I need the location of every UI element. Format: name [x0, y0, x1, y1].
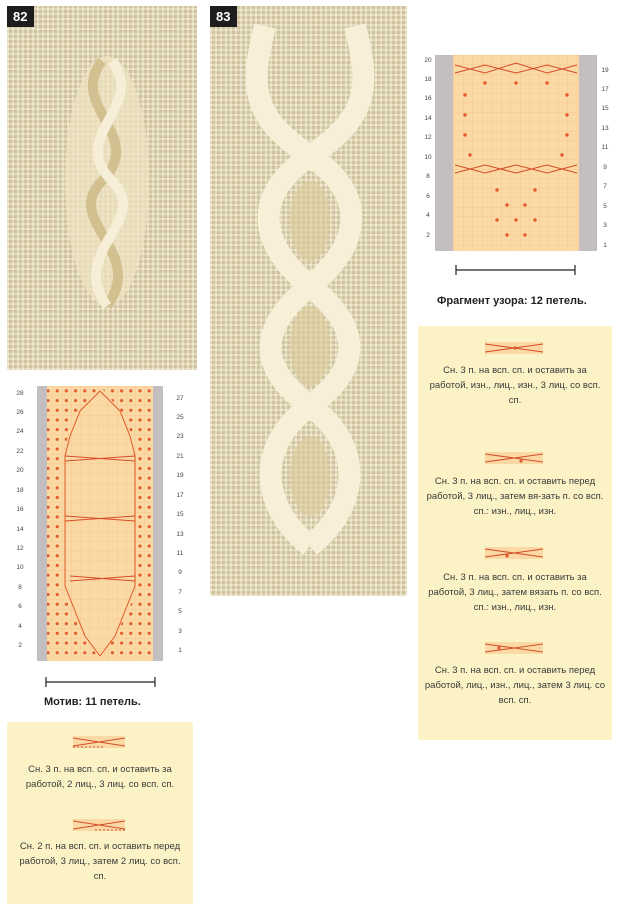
cable-symbol-icon: [73, 736, 125, 748]
row-number: 1: [178, 647, 182, 654]
photo-pattern-82: [7, 6, 197, 370]
row-number: 4: [18, 623, 22, 630]
cable-motif-83: [210, 6, 407, 596]
row-number: 8: [18, 584, 22, 591]
row-number: 15: [601, 105, 609, 112]
row-number: 11: [176, 550, 184, 557]
row-number: 12: [424, 134, 432, 141]
row-number: 14: [424, 115, 432, 122]
row-number: 2: [18, 642, 22, 649]
row-number: 5: [178, 608, 182, 615]
row-number: 26: [16, 409, 24, 416]
caption-83: Фрагмент узора: 12 петель.: [437, 295, 587, 307]
row-number: 10: [16, 564, 24, 571]
row-number: 14: [16, 526, 24, 533]
caption-82: Мотив: 11 петель.: [44, 696, 141, 708]
row-number: 6: [426, 193, 430, 200]
legend-83-item-2: Сн. 3 п. на всп. сп. и оставить перед работой, 3 лиц., затем вя-зать п. со всп. сп.: изн., лиц., изн.: [426, 476, 604, 517]
row-number: 23: [176, 433, 184, 440]
row-number: 20: [424, 57, 432, 64]
row-number: 13: [601, 125, 609, 132]
legend-82-item-1: Сн. 3 п. на всп. сп. и оставить за работой, 2 лиц., 3 лиц. со всп. сп.: [25, 764, 175, 790]
row-number: 12: [16, 545, 24, 552]
row-number: 2: [426, 232, 430, 239]
row-number: 7: [603, 183, 607, 190]
cable-motif-82: [7, 6, 197, 370]
row-number: 19: [176, 472, 184, 479]
chart-grid-83: [425, 55, 615, 255]
row-number: 18: [16, 487, 24, 494]
cable-symbol-icon: [485, 547, 543, 559]
row-number: 28: [16, 390, 24, 397]
row-number: 9: [178, 569, 182, 576]
row-number: 4: [426, 212, 430, 219]
row-number: 18: [424, 76, 432, 83]
cable-symbol-icon: [485, 342, 543, 354]
row-number: 13: [176, 531, 184, 538]
chart-grid-82: [25, 386, 175, 661]
legend-82: [7, 722, 193, 904]
row-number: 3: [178, 628, 182, 635]
chart-pattern-83: [425, 55, 615, 255]
cable-symbol-icon: [485, 642, 543, 654]
row-number: 3: [603, 222, 607, 229]
pattern-number-82: 82: [7, 6, 34, 27]
row-number: 1: [603, 242, 607, 249]
row-number: 27: [176, 395, 184, 402]
row-number: 7: [178, 589, 182, 596]
row-number: 17: [601, 86, 609, 93]
legend-83: [418, 326, 612, 740]
legend-83-item-3: Сн. 3 п. на всп. сп. и оставить за работой, 3 лиц., затем вязать п. со всп. сп.: изн., лиц., изн.: [428, 572, 602, 613]
row-number: 22: [16, 448, 24, 455]
legend-83-item-1: Сн. 3 п. на всп. сп. и оставить за работой, изн., лиц., изн., 3 лиц. со всп. сп.: [429, 365, 601, 406]
cable-symbol-icon: [73, 819, 125, 831]
chart-pattern-82: [16, 386, 184, 661]
row-number: 15: [176, 511, 184, 518]
row-number: 17: [176, 492, 184, 499]
row-number: 25: [176, 414, 184, 421]
repeat-bracket-82: [45, 675, 157, 689]
repeat-bracket-83: [455, 263, 577, 277]
row-number: 16: [16, 506, 24, 513]
row-number: 9: [603, 164, 607, 171]
row-number: 20: [16, 467, 24, 474]
row-number: 21: [176, 453, 184, 460]
row-number: 5: [603, 203, 607, 210]
row-number: 16: [424, 95, 432, 102]
row-number: 19: [601, 67, 609, 74]
legend-82-item-2: Сн. 2 п. на всп. сп. и оставить перед работой, 3 лиц., затем 2 лиц. со всп. сп.: [19, 841, 181, 882]
legend-83-item-4: Сн. 3 п. на всп. сп. и оставить перед работой, лиц., изн., лиц., затем 3 лиц. со всп. сп.: [424, 665, 606, 706]
photo-pattern-83: [210, 6, 407, 596]
row-number: 24: [16, 428, 24, 435]
cable-symbol-icon: [485, 452, 543, 464]
row-number: 10: [424, 154, 432, 161]
row-number: 8: [426, 173, 430, 180]
pattern-number-83: 83: [210, 6, 237, 27]
row-number: 6: [18, 603, 22, 610]
row-number: 11: [601, 144, 609, 151]
